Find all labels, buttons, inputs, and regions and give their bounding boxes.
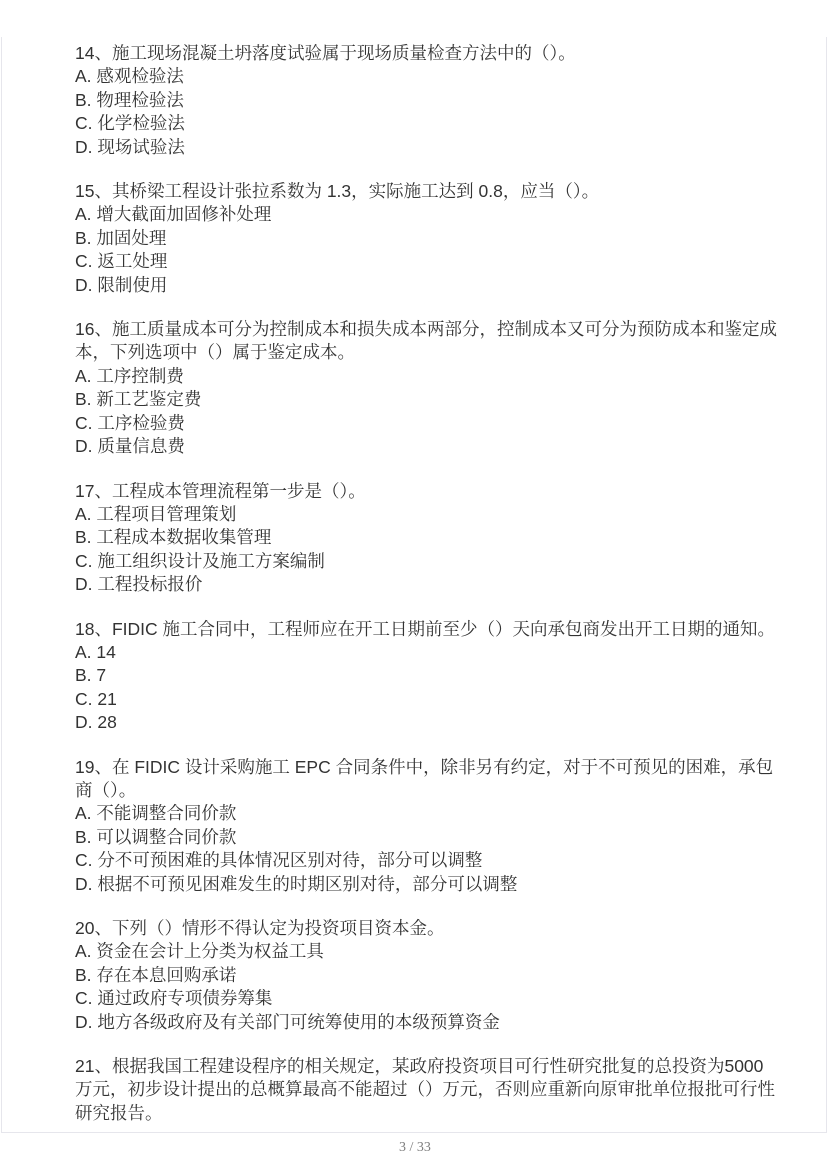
- option-line: A. 工序控制费: [75, 365, 184, 386]
- question-block: [75, 756, 786, 896]
- option-line: B. 7: [75, 665, 107, 686]
- question-block: [75, 480, 786, 597]
- option-line: A. 增大截面加固修补处理: [75, 204, 272, 225]
- option-line: C. 施工组织设计及施工方案编制: [75, 550, 325, 571]
- option-line: D. 28: [75, 712, 117, 733]
- option-line: B. 存在本息回购承诺: [75, 964, 237, 985]
- option-line: A. 不能调整合同价款: [75, 803, 237, 824]
- option-line: D. 质量信息费: [75, 436, 185, 457]
- question-text: 14、施工现场混凝土坍落度试验属于现场质量检查方法中的（）。: [75, 43, 576, 63]
- option-line: D. 工程投标报价: [75, 574, 203, 595]
- page-number-indicator: 3 / 33: [399, 1140, 431, 1155]
- question-block: [75, 318, 786, 458]
- option-line: B. 可以调整合同价款: [75, 826, 237, 847]
- question-block: [75, 618, 786, 735]
- question-block: [75, 42, 786, 159]
- option-line: B. 加固处理: [75, 227, 167, 248]
- option-line: B. 物理检验法: [75, 89, 184, 110]
- question-text: 20、下列（）情形不得认定为投资项目资本金。: [75, 918, 445, 938]
- option-line: A. 工程项目管理策划: [75, 503, 237, 524]
- question-block: [75, 1055, 786, 1125]
- question-block: [75, 180, 786, 297]
- question-text: 15、其桥梁工程设计张拉系数为 1.3，实际施工达到 0.8，应当（）。: [75, 181, 600, 202]
- question-text: 16、施工质量成本可分为控制成本和损失成本两部分，控制成本又可分为预防成本和鉴定成 本，下列选项中（）属于鉴定成本。: [75, 319, 777, 363]
- question-text: 19、在 FIDIC 设计采购施工 EPC 合同条件中，除非另有约定，对于不可预见的困难，承包 商（）。: [75, 756, 774, 800]
- question-text: 18、FIDIC 施工合同中，工程师应在开工日期前至少（）天向承包商发出开工日期的通知。: [75, 618, 776, 639]
- question-block: [75, 917, 786, 1034]
- option-line: C. 21: [75, 688, 117, 709]
- option-line: D. 地方各级政府及有关部门可统筹使用的本级预算资金: [75, 1011, 500, 1032]
- option-line: D. 现场试验法: [75, 136, 185, 157]
- option-line: A. 14: [75, 641, 116, 662]
- page-footer: [0, 1139, 830, 1156]
- question-text: 21、根据我国工程建设程序的相关规定，某政府投资项目可行性研究批复的总投资为5000 万元，初步设计提出的总概算最高不能超过（）万元，否则应重新向原审批单位报批可行性 研究报告。: [75, 1056, 775, 1123]
- question-text: 17、工程成本管理流程第一步是（）。: [75, 480, 366, 501]
- option-line: A. 资金在会计上分类为权益工具: [75, 941, 324, 962]
- option-line: C. 分不可预困难的具体情况区别对待，部分可以调整: [75, 850, 483, 871]
- option-line: C. 返工处理: [75, 251, 168, 272]
- option-line: A. 感观检验法: [75, 66, 184, 87]
- questions-container: [2, 37, 826, 1125]
- option-line: D. 限制使用: [75, 274, 168, 295]
- document-page: [1, 37, 827, 1133]
- option-line: C. 工序检验费: [75, 412, 185, 433]
- option-line: D. 根据不可预见困难发生的时期区别对待，部分可以调整: [75, 873, 518, 894]
- option-line: C. 通过政府专项债券筹集: [75, 988, 273, 1009]
- option-line: B. 工程成本数据收集管理: [75, 527, 272, 548]
- option-line: C. 化学检验法: [75, 113, 185, 134]
- option-line: B. 新工艺鉴定费: [75, 389, 202, 410]
